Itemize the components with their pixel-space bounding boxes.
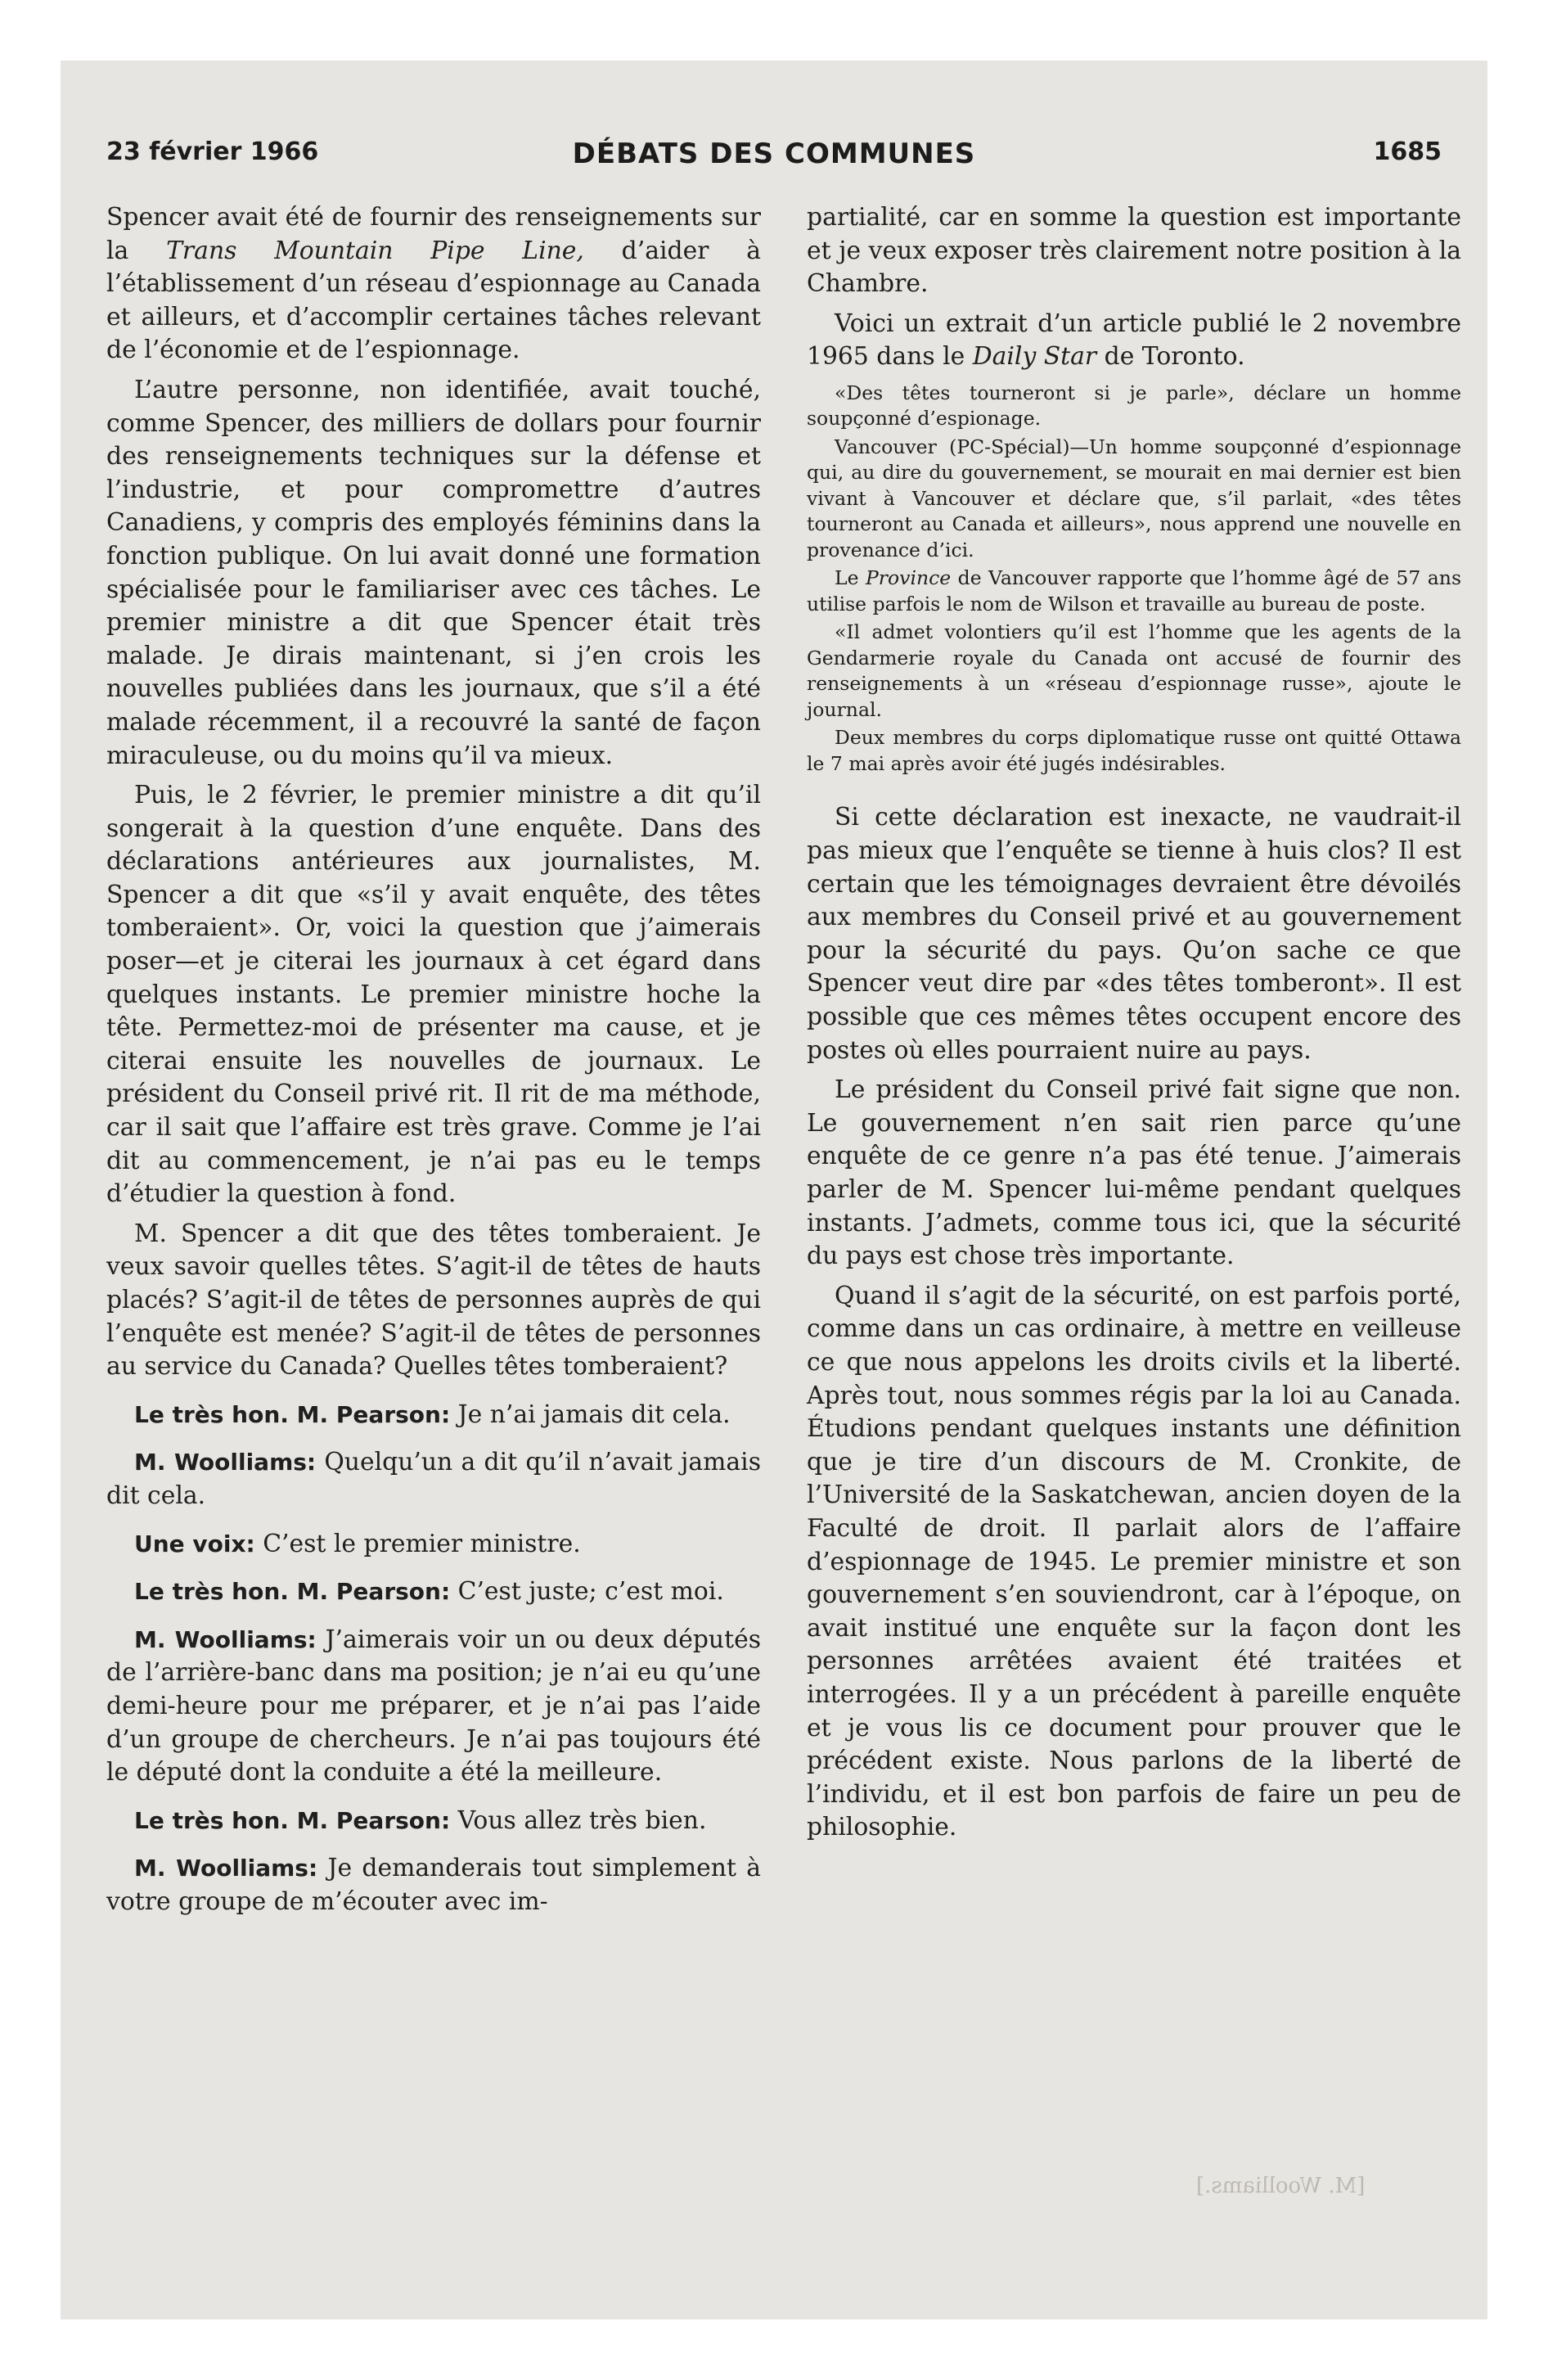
quoted-excerpt: Vancouver (PC-Spécial)—Un homme soupçonné d’espionnage qui, au dire du gouvernement, se mourait en mai dernier est bien vivant à Vancouver et déclare que, s’il parlait, «des têtes tourneront au Canada et ailleurs», nous apprend une nouvelle en provenance d’ici. [807,435,1461,561]
paragraph: Voici un extrait d’un article publié le 2 novembre 1965 dans le Daily Star de Toronto. [807,309,1461,372]
header-title: DÉBATS DES COMMUNES [572,137,976,170]
right-column [807,201,1461,1851]
paragraph: Spencer avait été de fournir des renseignements sur la Trans Mountain Pipe Line, d’aider à l’établissement d’un réseau d’espionnage au Canada et ailleurs, et d’accomplir certaines tâches relevant de l’économie et de l’espionnage. [106,203,761,365]
speaker-label: Le très hon. M. Pearson: [134,1806,451,1834]
paragraph: Puis, le 2 février, le premier ministre a dit qu’il songerait à la question d’une enquête. Dans des déclarations antérieures aux journalistes, M. Spencer a dit que «s’il y avait enquête, des têtes tomberaient». Or, voici la question que j’aimerais poser—et je citerai les journaux à cet égard dans quelques instants. Le premier ministre hoche la tête. Permettez-moi de présenter ma cause, et je citerai ensuite les nouvelles de journaux. Le président du Conseil privé rit. Il rit de ma méthode, car il sait que l’affaire est très grave. Comme je l’ai dit au commencement, je n’ai pas eu le temps d’étudier la question à fond. [106,781,761,1209]
speaker-label: Le très hon. M. Pearson: [134,1400,451,1428]
speaker-label: Une voix: [134,1530,255,1557]
quoted-excerpt: Le Province de Vancouver rapporte que l’homme âgé de 57 ans utilise parfois le nom de Wilson et travaille au bureau de poste. [807,566,1462,615]
speech-pearson: Le très hon. M. Pearson: Je n’ai jamais dit cela. [134,1400,731,1429]
speech-woolliams: M. Woolliams: J’aimerais voir un ou deux députés de l’arrière-banc dans ma position; je n’ai eu qu’une demi-heure pour me préparer, et je n’ai pas l’aide d’un groupe de chercheurs. Je n’ai pas toujours été le député dont la conduite a été la meilleure. [106,1625,761,1787]
running-header [106,137,1442,178]
quoted-excerpt: «Des têtes tourneront si je parle», déclare un homme soupçonné d’espionage. [807,381,1461,430]
paragraph: Le président du Conseil privé fait signe que non. Le gouvernement n’en sait rien parce qu’une enquête de ce genre n’a pas été tenue. J’aimerais parler de M. Spencer lui-même pendant quelques instants. J’admets, comme tous ici, que la sécurité du pays est chose très importante. [807,1075,1461,1271]
speaker-label: M. Woolliams: [134,1855,318,1882]
left-column [106,201,761,1926]
speech-woolliams: M. Woolliams: Je demanderais tout simplement à votre groupe de m’écouter avec im- [106,1854,761,1916]
show-through-text: [M. Woolliams.] [1195,2174,1365,2198]
page-number: 1685 [1373,137,1442,166]
paragraph: L’autre personne, non identifiée, avait touché, comme Spencer, des milliers de dollars pour fournir des renseignements techniques sur la défense et l’industrie, et pour compromettre d’autres Canadiens, y compris des employés féminins dans la fonction publique. On lui avait donné une formation spécialisée pour le familiariser avec ces tâches. Le premier ministre a dit que Spencer était très malade. Je dirais maintenant, si j’en crois les nouvelles publiées dans les journaux, que s’il a été malade récemment, il a recouvré la santé de façon miraculeuse, ou du moins qu’il va mieux. [106,375,761,770]
paragraph: Quand il s’agit de la sécurité, on est parfois porté, comme dans un cas ordinaire, à mettre en veilleuse ce que nous appelons les droits civils et la liberté. Après tout, nous sommes régis par la loi au Canada. Étudions pendant quelques instants une définition que je tire d’un discours de M. Cronkite, de l’Université de la Saskatchewan, ancien doyen de la Faculté de droit. Il parlait alors de l’affaire d’espionnage de 1945. Le premier ministre et son gouvernement s’en souviendront, car à l’époque, on avait institué une enquête sur la façon dont les personnes arrêtées avaient été traitées et interrogées. Il y a un précédent à pareille enquête et je vous lis ce document pour prouver que le précédent existe. Nous parlons de la liberté de l’individu, et il est bon parfois de faire un peu de philosophie. [807,1281,1461,1842]
quoted-excerpt: Deux membres du corps diplomatique russe ont quitté Ottawa le 7 mai après avoir été jugés indésirables. [807,726,1461,775]
quoted-excerpt: «Il admet volontiers qu’il est l’homme que les agents de la Gendarmerie royale du Canada ont accusé de fournir des renseignements à un «réseau d’espionnage russe», ajoute le journal. [807,620,1461,721]
header-date: 23 février 1966 [106,137,319,166]
speaker-label: M. Woolliams: [134,1449,317,1476]
speech-voice: Une voix: C’est le premier ministre. [134,1529,581,1558]
speech-woolliams: M. Woolliams: Quelqu’un a dit qu’il n’avait jamais dit cela. [106,1448,761,1510]
paragraph: partialité, car en somme la question est importante et je veux exposer très clairement notre position à la Chambre. [807,203,1461,299]
speaker-label: Le très hon. M. Pearson: [134,1578,451,1606]
paragraph: Si cette déclaration est inexacte, ne vaudrait-il pas mieux que l’enquête se tienne à huis clos? Il est certain que les témoignages devraient être dévoilés aux membres du Conseil privé et au gouvernement pour la sécurité du pays. Qu’on sache ce que Spencer veut dire par «des têtes tomberont». Il est possible que ces mêmes têtes occupent encore des postes où elles pourraient nuire au pays. [807,803,1461,1065]
paragraph: M. Spencer a dit que des têtes tomberaient. Je veux savoir quelles têtes. S’agit-il de têtes de hauts placés? S’agit-il de têtes de personnes auprès de qui l’enquête est menée? S’agit-il de têtes de personnes au service du Canada? Quelles têtes tomberaient? [106,1219,761,1382]
speech-pearson: Le très hon. M. Pearson: Vous allez très bien. [134,1805,707,1835]
page-sheet [61,61,1487,2319]
speaker-label: M. Woolliams: [134,1625,317,1653]
speech-pearson: Le très hon. M. Pearson: C’est juste; c’est moi. [134,1577,724,1607]
